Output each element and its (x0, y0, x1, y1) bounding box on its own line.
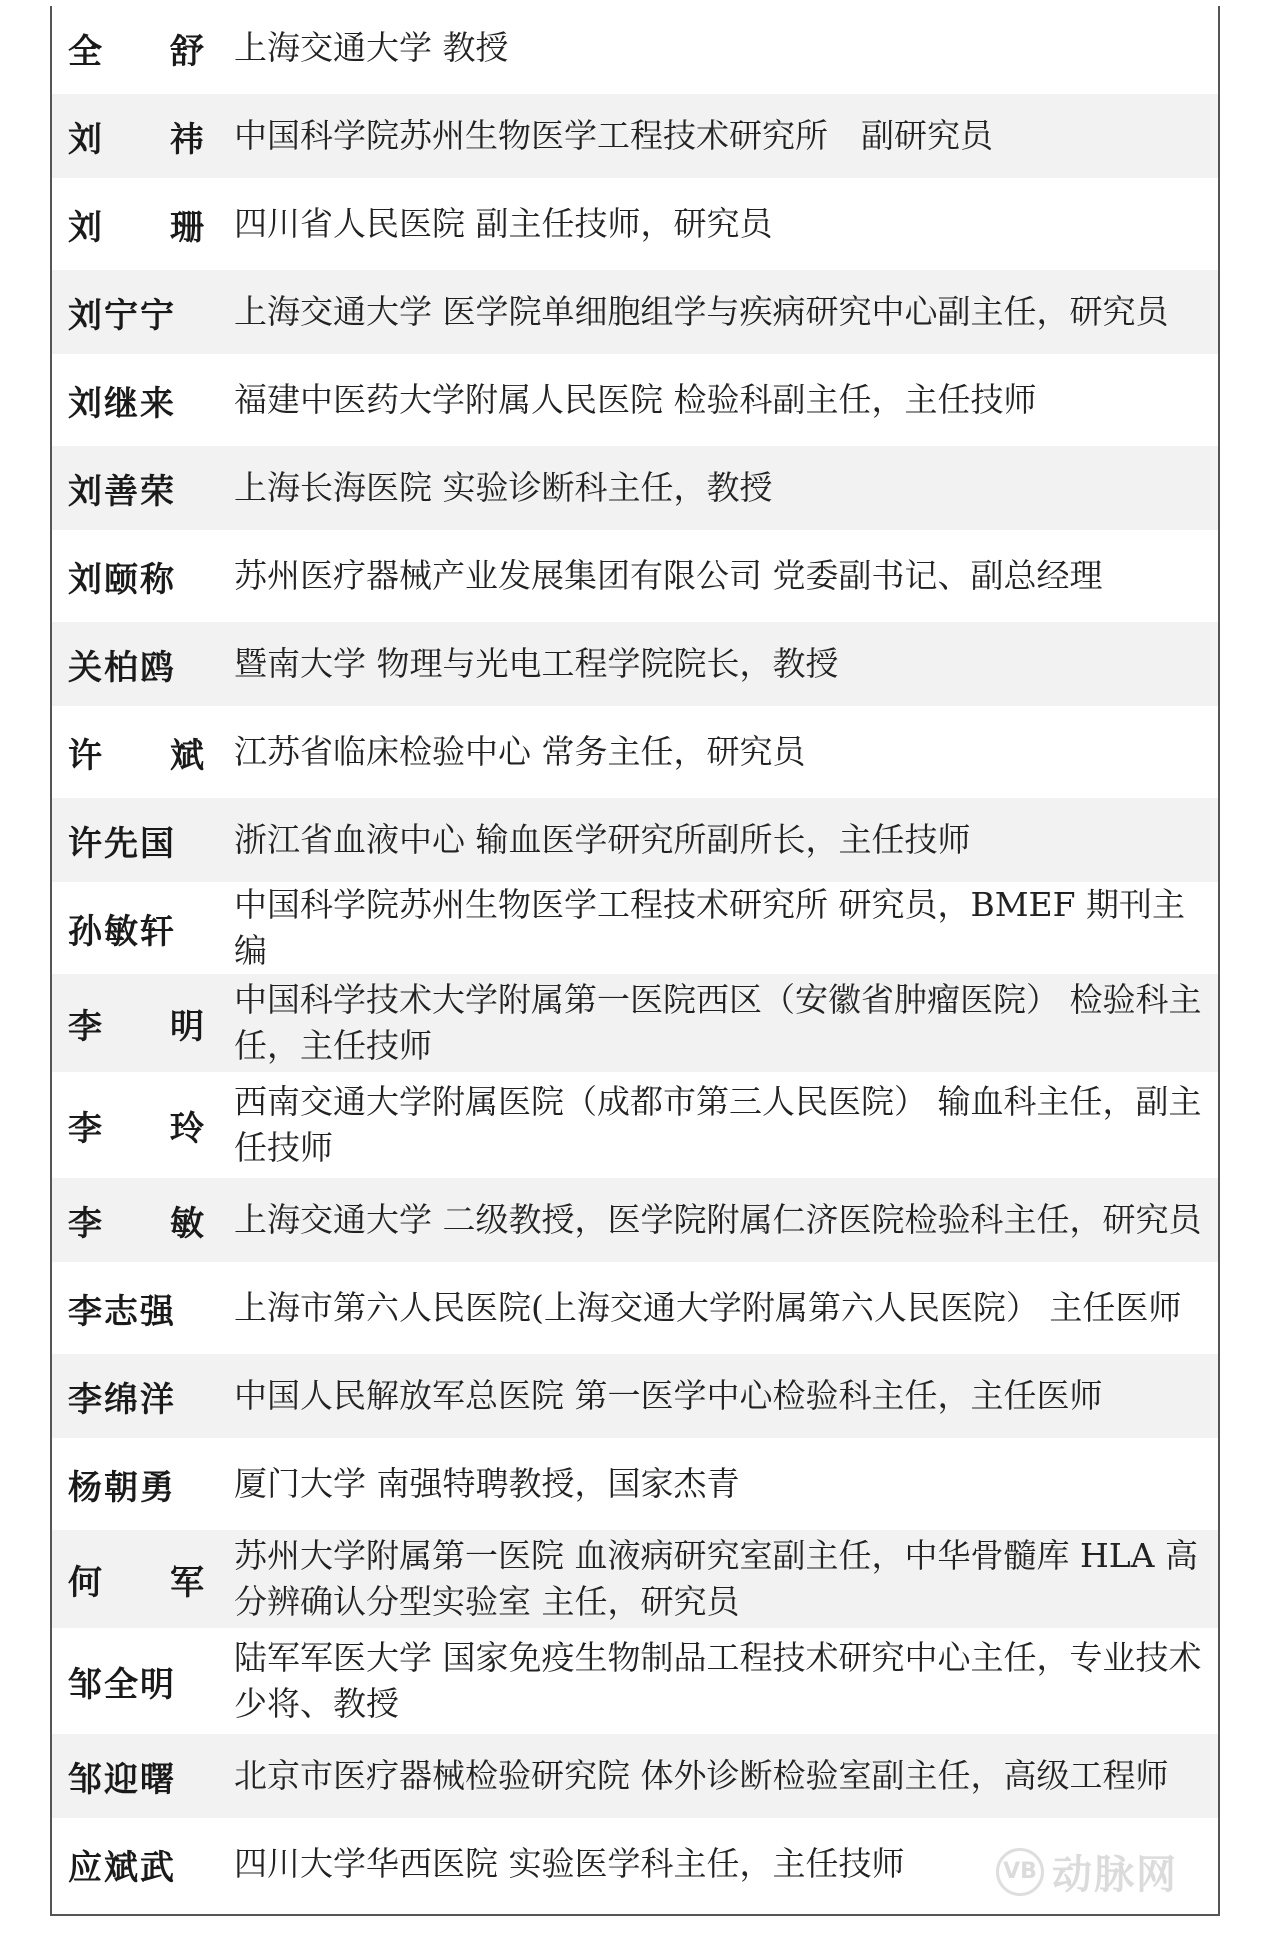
member-name-part: 李 (68, 1108, 102, 1149)
member-affiliation: 暨南大学 物理与光电工程学院院长，教授 (234, 644, 839, 683)
member-name-part: 玲 (170, 1108, 204, 1149)
member-affiliation: 中国科学技术大学附属第一医院西区（安徽省肿瘤医院） 检验科主任，主任技师 (234, 980, 1202, 1065)
member-name (52, 728, 210, 777)
member-name-part: 珊 (170, 207, 204, 248)
member-name (52, 464, 210, 513)
table-row (52, 710, 1218, 798)
table-row (52, 1530, 1218, 1632)
member-affiliation: 上海交通大学 教授 (234, 28, 509, 67)
table-row (52, 1632, 1218, 1734)
member-name-part: 李志强 (68, 1291, 176, 1332)
member-affiliation: 中国科学院苏州生物医学工程技术研究所 研究员，BMEF 期刊主编 (234, 885, 1186, 970)
table-row (52, 1266, 1218, 1354)
member-name (52, 640, 210, 689)
member-rows (52, 6, 1218, 1910)
member-name (52, 1752, 210, 1801)
member-name (52, 1460, 210, 1509)
table-row (52, 1178, 1218, 1266)
member-affiliation: 苏州医疗器械产业发展集团有限公司 党委副书记、副总经理 (234, 556, 1103, 595)
member-name-part: 何 (68, 1562, 102, 1603)
table-row (52, 1354, 1218, 1442)
member-name (52, 200, 210, 249)
member-affiliation: 中国科学院苏州生物医学工程技术研究所 副研究员 (234, 116, 993, 155)
table-row (52, 534, 1218, 622)
member-name-part: 许 (68, 735, 102, 776)
member-affiliation: 苏州大学附属第一医院 血液病研究室副主任，中华骨髓库 HLA 高分辨确认分型实验室 主任，研究员 (234, 1536, 1198, 1621)
table-row (52, 886, 1218, 974)
member-affiliation: 上海市第六人民医院(上海交通大学附属第六人民医院） 主任医师 (234, 1288, 1182, 1327)
member-name (52, 24, 210, 73)
member-name (52, 1284, 210, 1333)
member-name-part: 孙敏轩 (68, 911, 176, 952)
member-affiliation: 四川省人民医院 副主任技师，研究员 (234, 204, 773, 243)
watermark-text: 动脉网 (1052, 1852, 1178, 1898)
member-affiliation: 北京市医疗器械检验研究院 体外诊断检验室副主任，高级工程师 (234, 1756, 1169, 1795)
watermark-logo: VB (996, 1848, 1044, 1896)
member-affiliation: 中国人民解放军总医院 第一医学中心检验科主任，主任医师 (234, 1376, 1103, 1415)
member-name (52, 999, 210, 1048)
member-affiliation: 上海交通大学 医学院单细胞组学与疾病研究中心副主任，研究员 (234, 292, 1169, 331)
member-affiliation: 浙江省血液中心 输血医学研究所副所长，主任技师 (234, 820, 971, 859)
member-name (52, 904, 210, 953)
member-name-part: 杨朝勇 (68, 1467, 176, 1508)
member-name (52, 1657, 210, 1706)
member-name-part: 祎 (170, 119, 204, 160)
member-affiliation: 陆军军医大学 国家免疫生物制品工程技术研究中心主任，专业技术少将、教授 (234, 1638, 1202, 1723)
member-name (52, 1196, 210, 1245)
member-name-part: 李 (68, 1006, 102, 1047)
member-name (52, 376, 210, 425)
member-name-part: 刘继来 (68, 383, 176, 424)
table-row (52, 1442, 1218, 1530)
member-name (52, 552, 210, 601)
table-row (52, 358, 1218, 446)
member-name (52, 1101, 210, 1150)
table-row (52, 1076, 1218, 1178)
member-name (52, 1555, 210, 1604)
member-name-part: 舒 (170, 31, 204, 72)
member-affiliation: 厦门大学 南强特聘教授，国家杰青 (234, 1464, 740, 1503)
table-row (52, 182, 1218, 270)
member-name (52, 1840, 210, 1889)
member-name-part: 明 (170, 1006, 204, 1047)
member-affiliation: 福建中医药大学附属人民医院 检验科副主任，主任技师 (234, 380, 1037, 419)
table-row (52, 270, 1218, 358)
member-table (50, 6, 1220, 1916)
member-name-part: 刘宁宁 (68, 295, 176, 336)
table-row (52, 1734, 1218, 1822)
member-name (52, 112, 210, 161)
member-name-part: 刘善荣 (68, 471, 176, 512)
member-name-part: 斌 (170, 735, 204, 776)
member-name-part: 李绵洋 (68, 1379, 176, 1420)
member-name-part: 全 (68, 31, 102, 72)
member-name (52, 1372, 210, 1421)
member-name-part: 关柏鸥 (68, 647, 176, 688)
member-affiliation: 江苏省临床检验中心 常务主任，研究员 (234, 732, 806, 771)
table-row (52, 94, 1218, 182)
member-affiliation: 上海长海医院 实验诊断科主任，教授 (234, 468, 773, 507)
table-row (52, 974, 1218, 1076)
member-affiliation: 上海交通大学 二级教授，医学院附属仁济医院检验科主任，研究员 (234, 1200, 1202, 1239)
member-name-part: 邹全明 (68, 1664, 176, 1705)
table-row (52, 6, 1218, 94)
member-name-part: 邹迎曙 (68, 1759, 176, 1800)
table-row (52, 446, 1218, 534)
watermark (996, 1843, 1178, 1900)
member-name-part: 刘 (68, 207, 102, 248)
member-name-part: 许先国 (68, 823, 176, 864)
member-name-part: 军 (170, 1562, 204, 1603)
table-row (52, 622, 1218, 710)
member-name-part: 敏 (170, 1203, 204, 1244)
member-name-part: 刘 (68, 119, 102, 160)
table-row (52, 798, 1218, 886)
member-name (52, 816, 210, 865)
member-name-part: 应斌武 (68, 1847, 176, 1888)
member-name-part: 刘颐称 (68, 559, 176, 600)
member-name (52, 288, 210, 337)
member-affiliation: 四川大学华西医院 实验医学科主任，主任技师 (234, 1844, 905, 1883)
member-name-part: 李 (68, 1203, 102, 1244)
member-affiliation: 西南交通大学附属医院（成都市第三人民医院） 输血科主任，副主任技师 (234, 1082, 1202, 1167)
